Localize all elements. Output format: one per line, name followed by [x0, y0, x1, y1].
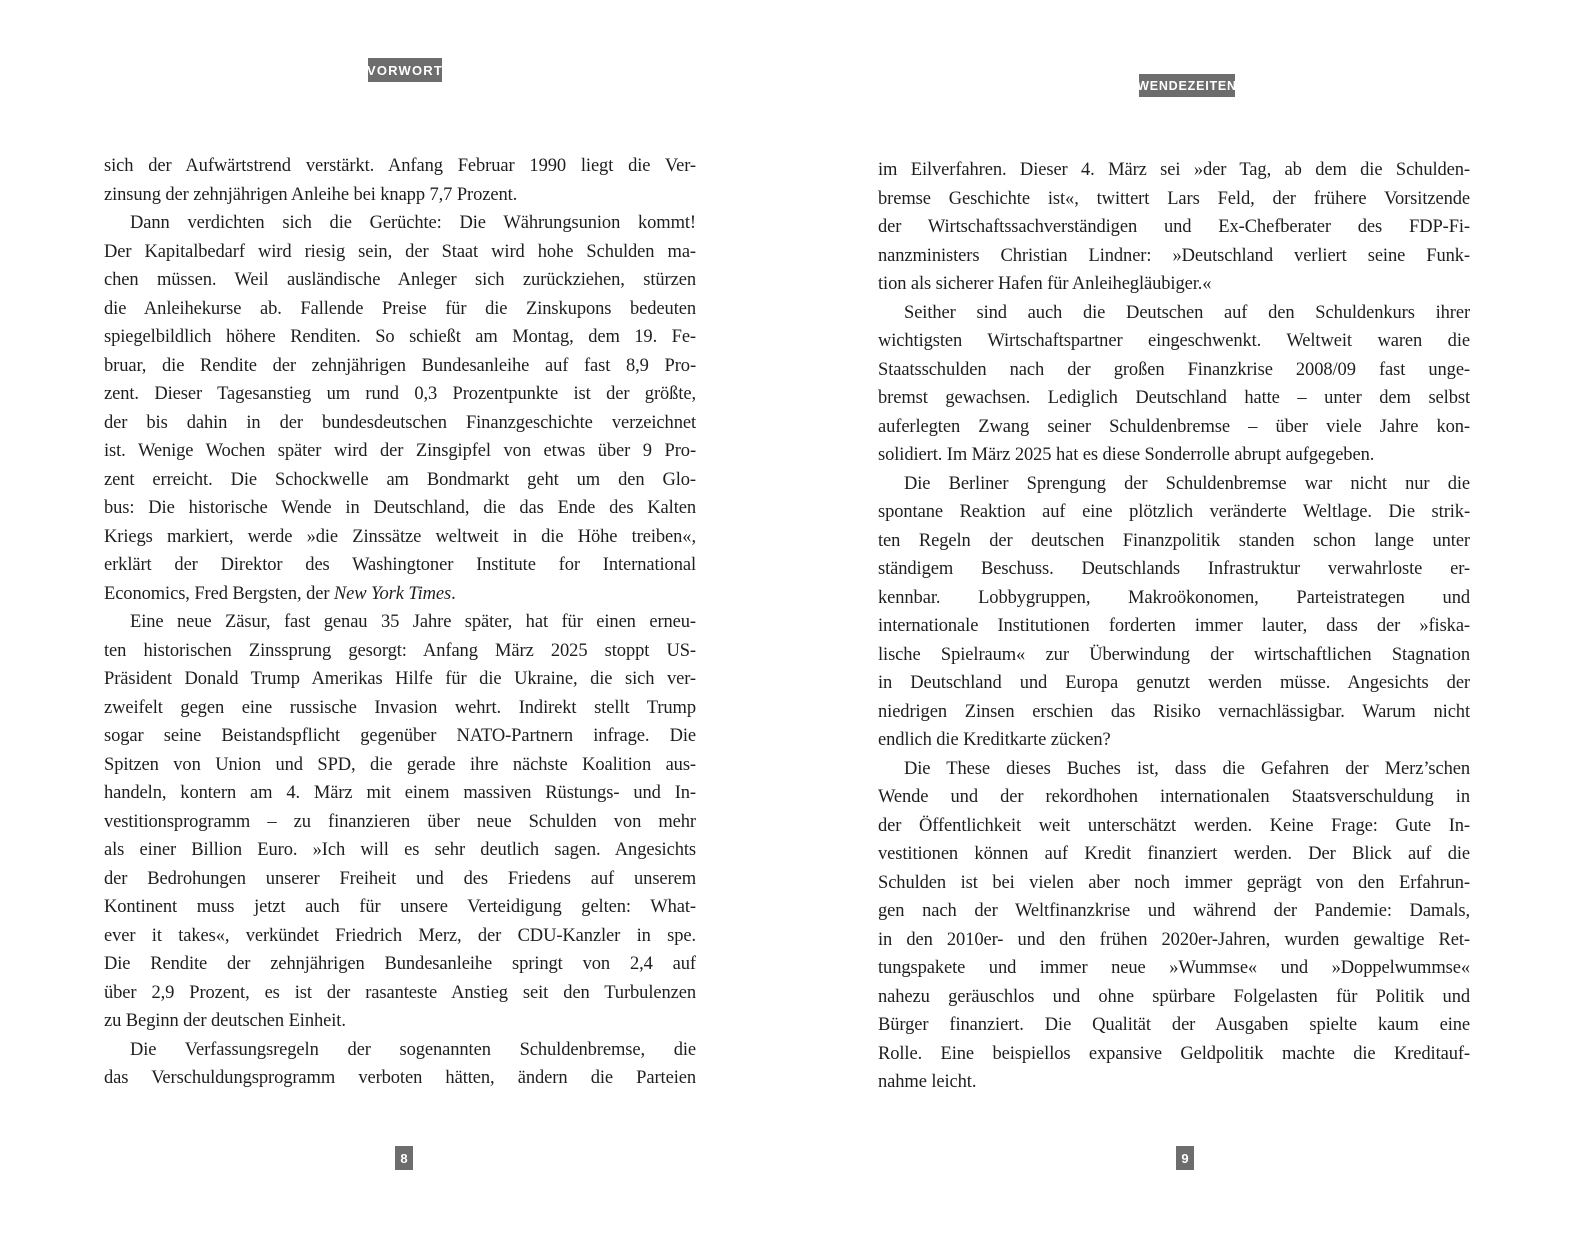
text-line: über 2,9 Prozent, es ist der rasanteste Anstieg seit den Turbulenzen	[104, 982, 696, 1003]
text-line: zent. Dieser Tagesanstieg um rund 0,3 Prozentpunkte ist der größte,	[104, 384, 696, 404]
text-line: Die Rendite der zehnjährigen Bundesanleihe springt von 2,4 auf	[104, 954, 696, 974]
text-line: nanzministers Christian Lindner: »Deutschland verliert seine Funk-	[878, 245, 1470, 266]
text-line: Bürger finanziert. Die Qualität der Ausgaben spielte kaum eine	[878, 1015, 1470, 1035]
text-line: Der Kapitalbedarf wird riesig sein, der Staat wird hohe Schulden ma-	[104, 241, 696, 262]
text-line: zinsung der zehnjährigen Anleihe bei knapp 7,7 Prozent.	[104, 184, 518, 205]
text-line: der Öffentlichkeit weit unterschätzt werden. Keine Frage: Gute In-	[878, 815, 1470, 836]
text-line: vestitionsprogramm – zu finanzieren über neue Schulden von mehr	[104, 811, 696, 832]
text-line: ständigem Beschuss. Deutschlands Infrastruktur verwahrloste er-	[878, 559, 1470, 579]
text-line: niedrigen Zinsen erschien das Risiko vernachlässigbar. Warum nicht	[878, 701, 1470, 722]
text-line: bremst gewachsen. Lediglich Deutschland hatte – unter dem selbst	[878, 388, 1470, 408]
text-line: Schulden ist bei vielen aber noch immer geprägt von den Erfahrun-	[878, 872, 1470, 893]
text-line: sich der Aufwärtstrend verstärkt. Anfang Februar 1990 liegt die Ver-	[104, 156, 696, 176]
text-line: Die Verfassungsregeln der sogenannten Schuldenbremse, die	[130, 1039, 696, 1060]
text-line: der Bedrohungen unserer Freiheit und des Friedens auf unserem	[104, 868, 696, 889]
text-line: Seither sind auch die Deutschen auf den Schuldenkurs ihrer	[904, 302, 1470, 323]
text-segment: .	[451, 583, 456, 604]
left-page-text-column	[104, 152, 696, 1093]
text-line: ever it takes«, verkündet Friedrich Merz, der CDU-Kanzler in spe.	[104, 925, 696, 946]
text-line: chen müssen. Weil ausländische Anleger sich zurückziehen, stürzen	[104, 270, 696, 290]
text-line: solidiert. Im März 2025 hat es diese Sonderrolle abrupt aufgegeben.	[878, 445, 1375, 465]
text-line: bus: Die historische Wende in Deutschland, die das Ende des Kalten	[104, 498, 696, 518]
text-line: handeln, kontern am 4. März mit einem massiven Rüstungs- und In-	[104, 783, 696, 803]
text-line: lische Spielraum« zur Überwindung der wirtschaftlichen Stagnation	[878, 644, 1470, 665]
text-line: Die These dieses Buches ist, dass die Gefahren der Merz’schen	[904, 758, 1470, 779]
text-line: sogar seine Beistandspflicht gegenüber NATO-Partnern infrage. Die	[104, 726, 696, 746]
text-line: als einer Billion Euro. »Ich will es sehr deutlich sagen. Angesichts	[104, 840, 696, 860]
text-line: endlich die Kreditkarte zücken?	[878, 730, 1111, 750]
text-line: kennbar. Lobbygruppen, Makroökonomen, Parteistrategen und	[878, 587, 1470, 608]
text-line: spiegelbildlich höhere Renditen. So schießt am Montag, dem 19. Fe-	[104, 327, 696, 347]
text-line: der bis dahin in der bundesdeutschen Finanzgeschichte verzeichnet	[104, 412, 696, 433]
text-line: bruar, die Rendite der zehnjährigen Bundesanleihe auf fast 8,9 Pro-	[104, 355, 696, 376]
text-line: die Anleihekurse ab. Fallende Preise für die Zinskupons bedeuten	[104, 298, 696, 319]
text-line: Staatsschulden nach der großen Finanzkrise 2008/09 fast unge-	[878, 359, 1470, 380]
text-line: wichtigsten Wirtschaftspartner eingeschwenkt. Weltweit waren die	[878, 331, 1470, 351]
text-line: vestitionen können auf Kredit finanziert werden. Der Blick auf die	[878, 844, 1470, 864]
italic-text: New York Times	[333, 583, 452, 604]
text-line: Präsident Donald Trump Amerikas Hilfe für die Ukraine, die sich ver-	[104, 669, 696, 689]
text-line: ist. Wenige Wochen später wird der Zinsgipfel von etwas über 9 Pro-	[104, 441, 696, 461]
text-line: zweifelt gegen eine russische Invasion wehrt. Indirekt stellt Trump	[104, 697, 696, 718]
text-line: zu Beginn der deutschen Einheit.	[104, 1011, 346, 1031]
text-line: Die Berliner Sprengung der Schuldenbremse war nicht nur die	[904, 473, 1470, 494]
text-line: Spitzen von Union und SPD, die gerade ihre nächste Koalition aus-	[104, 754, 696, 775]
text-line: Rolle. Eine beispiellos expansive Geldpolitik machte die Kreditauf-	[878, 1043, 1470, 1064]
text-line: ten historischen Zinssprung gesorgt: Anfang März 2025 stoppt US-	[104, 640, 696, 661]
text-line: in den 2010er- und den frühen 2020er-Jahren, wurden gewaltige Ret-	[878, 929, 1470, 950]
text-line: Wende und der rekordhohen internationalen Staatsverschuldung in	[878, 787, 1470, 807]
text-segment: Economics, Fred Bergsten, der	[104, 583, 334, 604]
text-line: tungspakete und immer neue »Wummse« und »Doppelwummse«	[878, 958, 1470, 978]
page-number-badge: 8	[395, 1146, 413, 1170]
text-line: Kriegs markiert, werde »die Zinssätze weltweit in die Höhe treiben«,	[104, 526, 696, 547]
text-line: Dann verdichten sich die Gerüchte: Die Währungsunion kommt!	[130, 213, 696, 233]
text-line: spontane Reaktion auf eine plötzlich veränderte Weltlage. Die strik-	[878, 502, 1470, 522]
text-line: ten Regeln der deutschen Finanzpolitik standen schon lange unter	[878, 530, 1470, 551]
text-line: erklärt der Direktor des Washingtoner Institute for International	[104, 555, 696, 575]
text-line: nahme leicht.	[878, 1072, 977, 1092]
text-line: nahezu geräuschlos und ohne spürbare Folgelasten für Politik und	[878, 986, 1470, 1007]
text-line: Eine neue Zäsur, fast genau 35 Jahre später, hat für einen erneu-	[130, 612, 696, 632]
text-line: bremse Geschichte ist«, twittert Lars Feld, der frühere Vorsitzende	[878, 188, 1470, 209]
text-line: tion als sicherer Hafen für Anleihegläubiger.«	[878, 274, 1212, 294]
text-line: Kontinent muss jetzt auch für unsere Verteidigung gelten: What-	[104, 897, 696, 917]
text-line: gen nach der Weltfinanzkrise und während der Pandemie: Damals,	[878, 901, 1470, 921]
text-line: der Wirtschaftssachverständigen und Ex-Chefberater des FDP-Fi-	[878, 217, 1470, 237]
text-line: auferlegten Zwang seiner Schuldenbremse – über viele Jahre kon-	[878, 416, 1470, 437]
chapter-header-badge: VORWORT	[368, 58, 442, 82]
text-line: in Deutschland und Europa genutzt werden müsse. Angesichts der	[878, 673, 1470, 693]
chapter-header-badge: WENDEZEITEN	[1139, 74, 1235, 97]
text-line	[104, 580, 696, 609]
text-line: internationale Institutionen forderten immer lauter, dass der »fiska-	[878, 616, 1470, 636]
page-number-badge: 9	[1176, 1146, 1194, 1170]
right-page-text-column	[878, 156, 1470, 1097]
text-line: im Eilverfahren. Dieser 4. März sei »der Tag, ab dem die Schulden-	[878, 160, 1470, 180]
text-line: das Verschuldungsprogramm verboten hätten, ändern die Parteien	[104, 1068, 696, 1088]
text-line: zent erreicht. Die Schockwelle am Bondmarkt geht um den Glo-	[104, 469, 696, 490]
